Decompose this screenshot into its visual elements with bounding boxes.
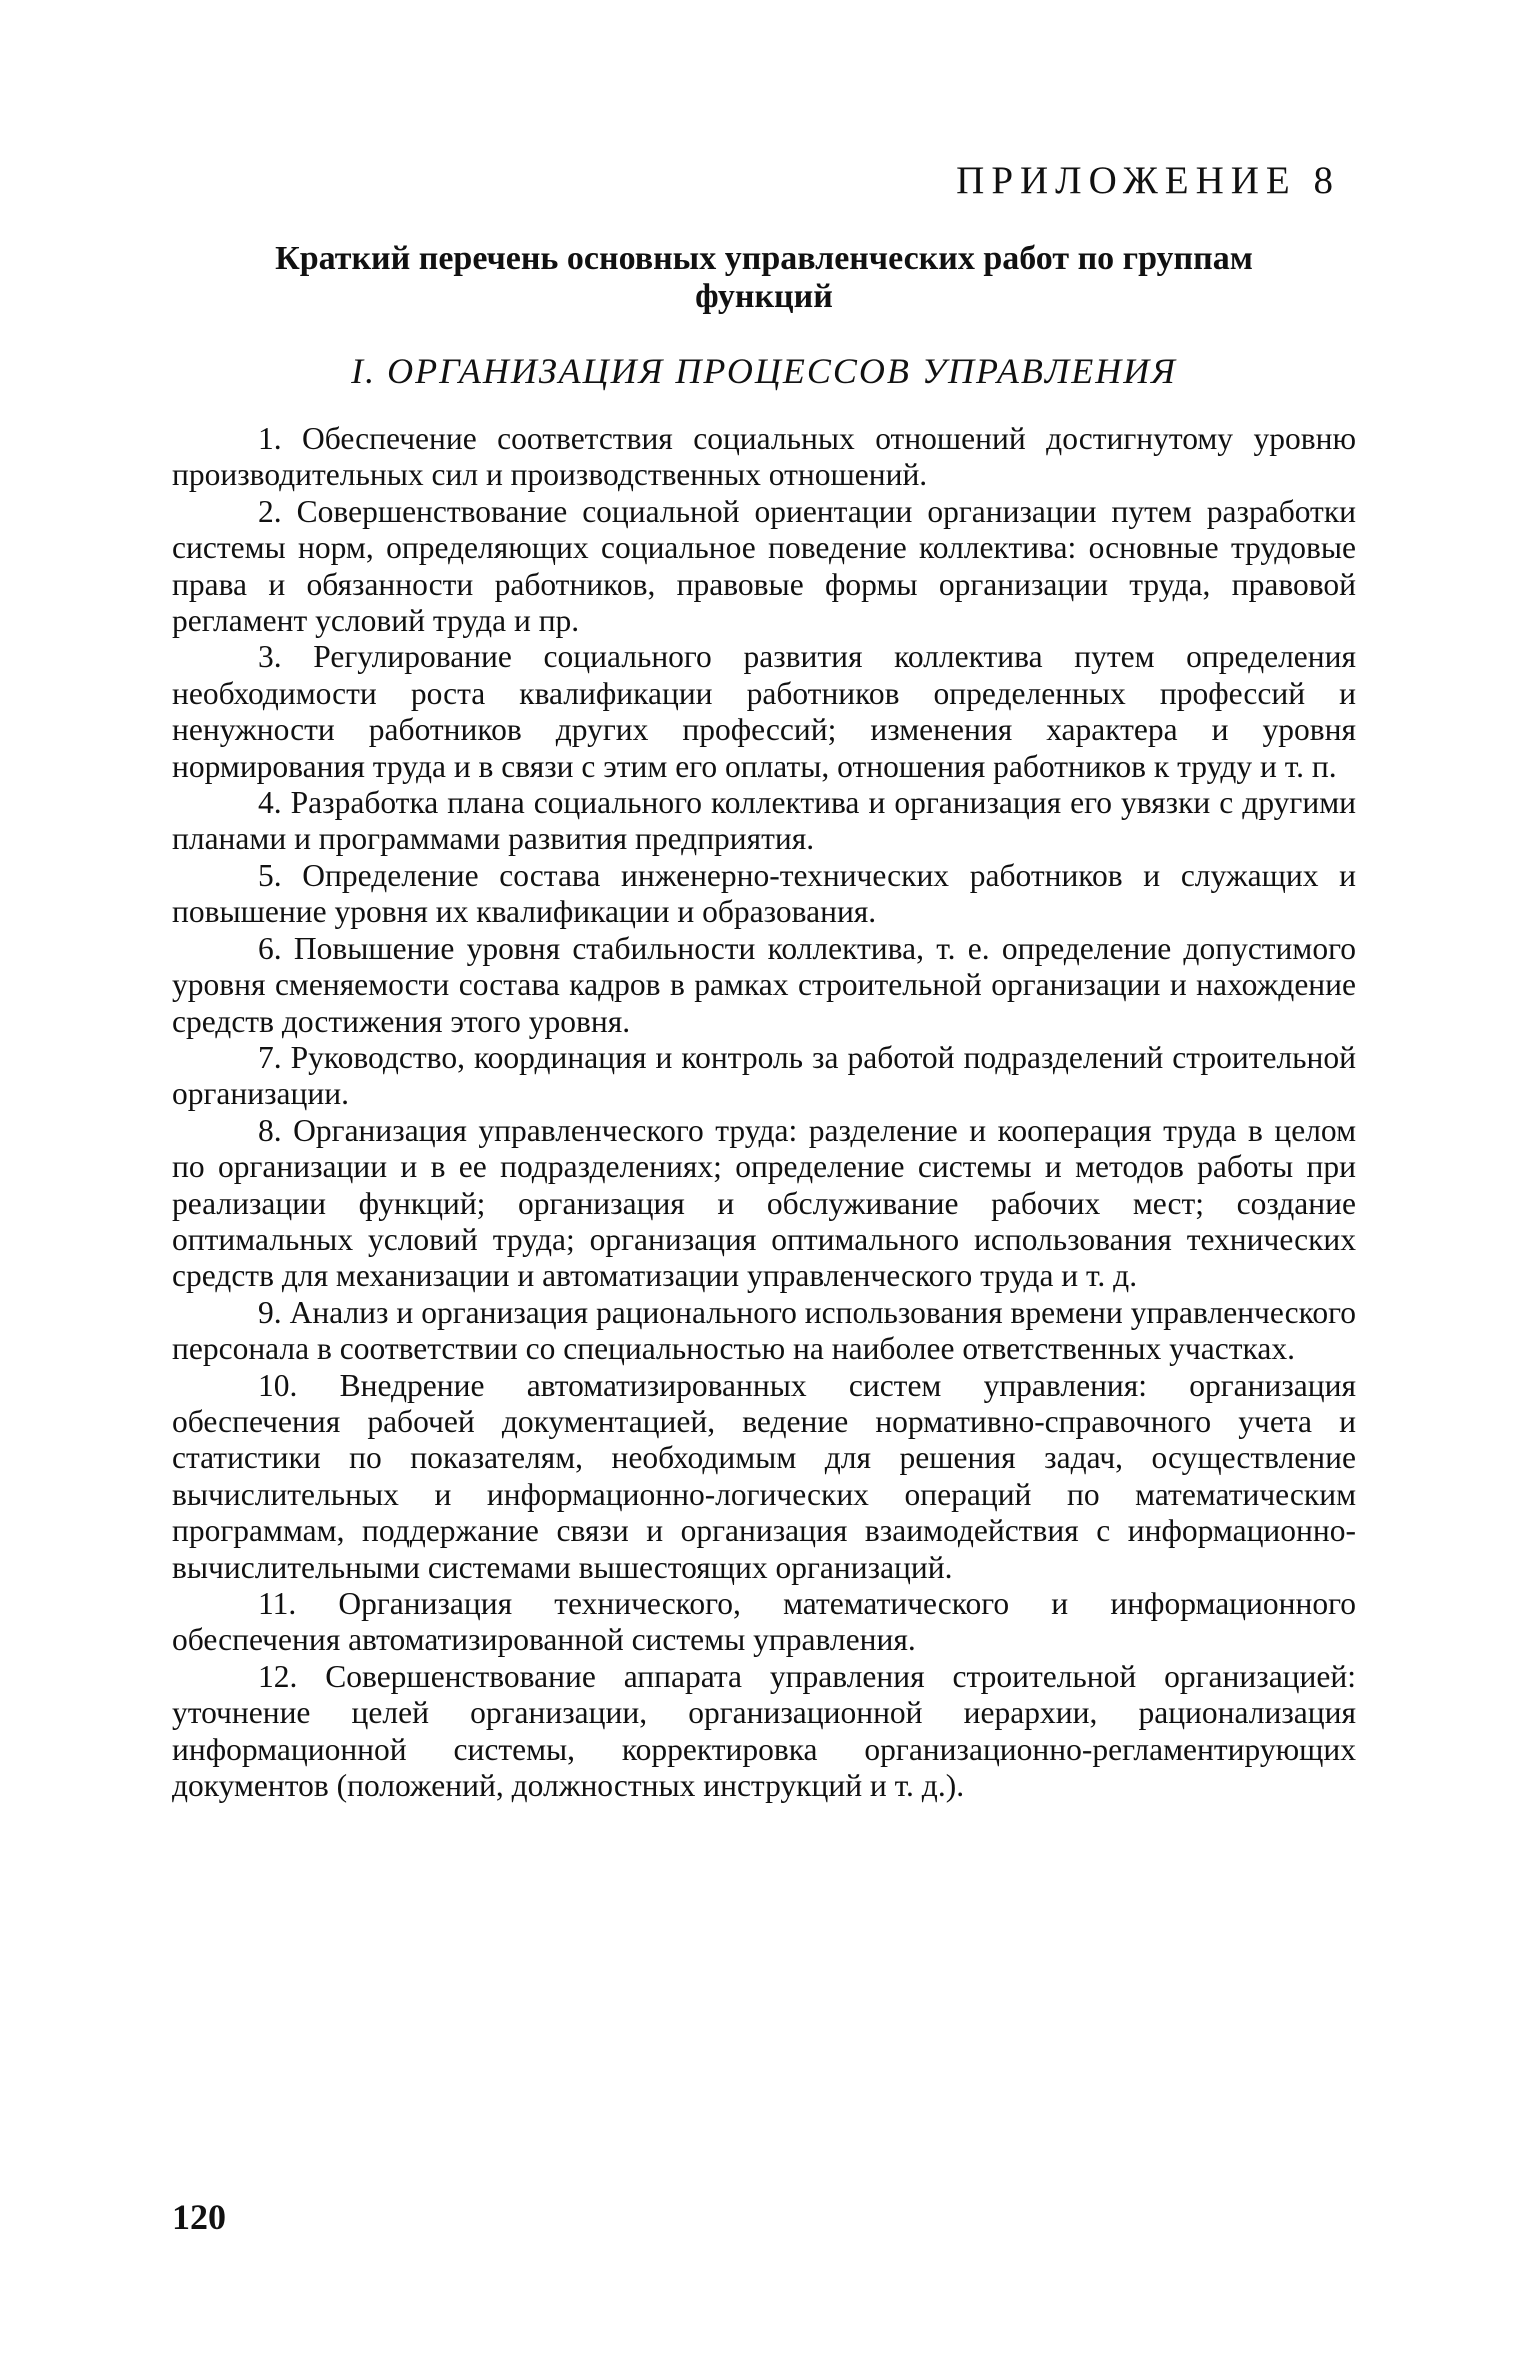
- list-item-8: 8. Организация управленческого труда: разделение и кооперация труда в целом по организации и в ее подразделениях; определение системы и методов работы при реализации функций; организация и обслуживание рабочих мест; создание оптимальных условий труда; организация оптимального использования технических средств для механизации и автоматизации управленческого труда и т. д.: [172, 1112, 1356, 1294]
- list-item-10: 10. Внедрение автоматизированных систем управления: организация обеспечения рабочей документацией, ведение нормативно-справочного учета и статистики по показателям, необходимым для решения задач, осуществление вычислительных и информационно-логических операций по математическим программам, поддержание связи и организация взаимодействия с информационно-вычислительными системами вышестоящих организаций.: [172, 1367, 1356, 1585]
- list-item-4: 4. Разработка плана социального коллектива и организация его увязки с другими планами и программами развития предприятия.: [172, 785, 1356, 857]
- list-item-11: 11. Организация технического, математического и информационного обеспечения автоматизированной системы управления.: [172, 1586, 1356, 1658]
- list-item-1: 1. Обеспечение соответствия социальных отношений достигнутому уровню производительных сил и производственных отношений.: [172, 421, 1356, 493]
- document-title: [172, 240, 1356, 316]
- work-list: [172, 421, 1356, 1804]
- list-item-6: 6. Повышение уровня стабильности коллектива, т. е. определение допустимого уровня сменяемости состава кадров в рамках строительной организации и нахождение средств достижения этого уровня.: [172, 930, 1356, 1039]
- list-item-2: 2. Совершенствование социальной ориентации организации путем разработки системы норм, определяющих социальное поведение коллектива: основные трудовые права и обязанности работников, правовые формы организации труда, правовой регламент условий труда и пр.: [172, 493, 1356, 639]
- list-item-3: 3. Регулирование социального развития коллектива путем определения необходимости роста квалификации работников определенных профессий и ненужности работников других профессий; изменения характера и уровня нормирования труда и в связи с этим его оплаты, отношения работников к труду и т. п.: [172, 639, 1356, 784]
- appendix-label: ПРИЛОЖЕНИЕ 8: [956, 159, 1340, 202]
- section-heading: I. ОРГАНИЗАЦИЯ ПРОЦЕССОВ УПРАВЛЕНИЯ: [351, 351, 1177, 391]
- document-title-line-1: Краткий перечень основных управленческих работ по группам: [275, 240, 1253, 277]
- list-item-9: 9. Анализ и организация рационального использования времени управленческого персонала в соответствии со специальностью на наиболее ответственных участках.: [172, 1294, 1356, 1367]
- page-number: 120: [172, 2197, 226, 2237]
- list-item-5: 5. Определение состава инженерно-технических работников и служащих и повышение уровня их квалификации и образования.: [172, 857, 1356, 930]
- list-item-7: 7. Руководство, координация и контроль за работой подразделений строительной организации.: [172, 1039, 1356, 1112]
- document-title-line-2: функций: [695, 278, 833, 315]
- list-item-12: 12. Совершенствование аппарата управления строительной организацией: уточнение целей организации, организационной иерархии, рационализация информационной системы, корректировка организационно-регламентирующих документов (положений, должностных инструкций и т. д.).: [172, 1658, 1356, 1804]
